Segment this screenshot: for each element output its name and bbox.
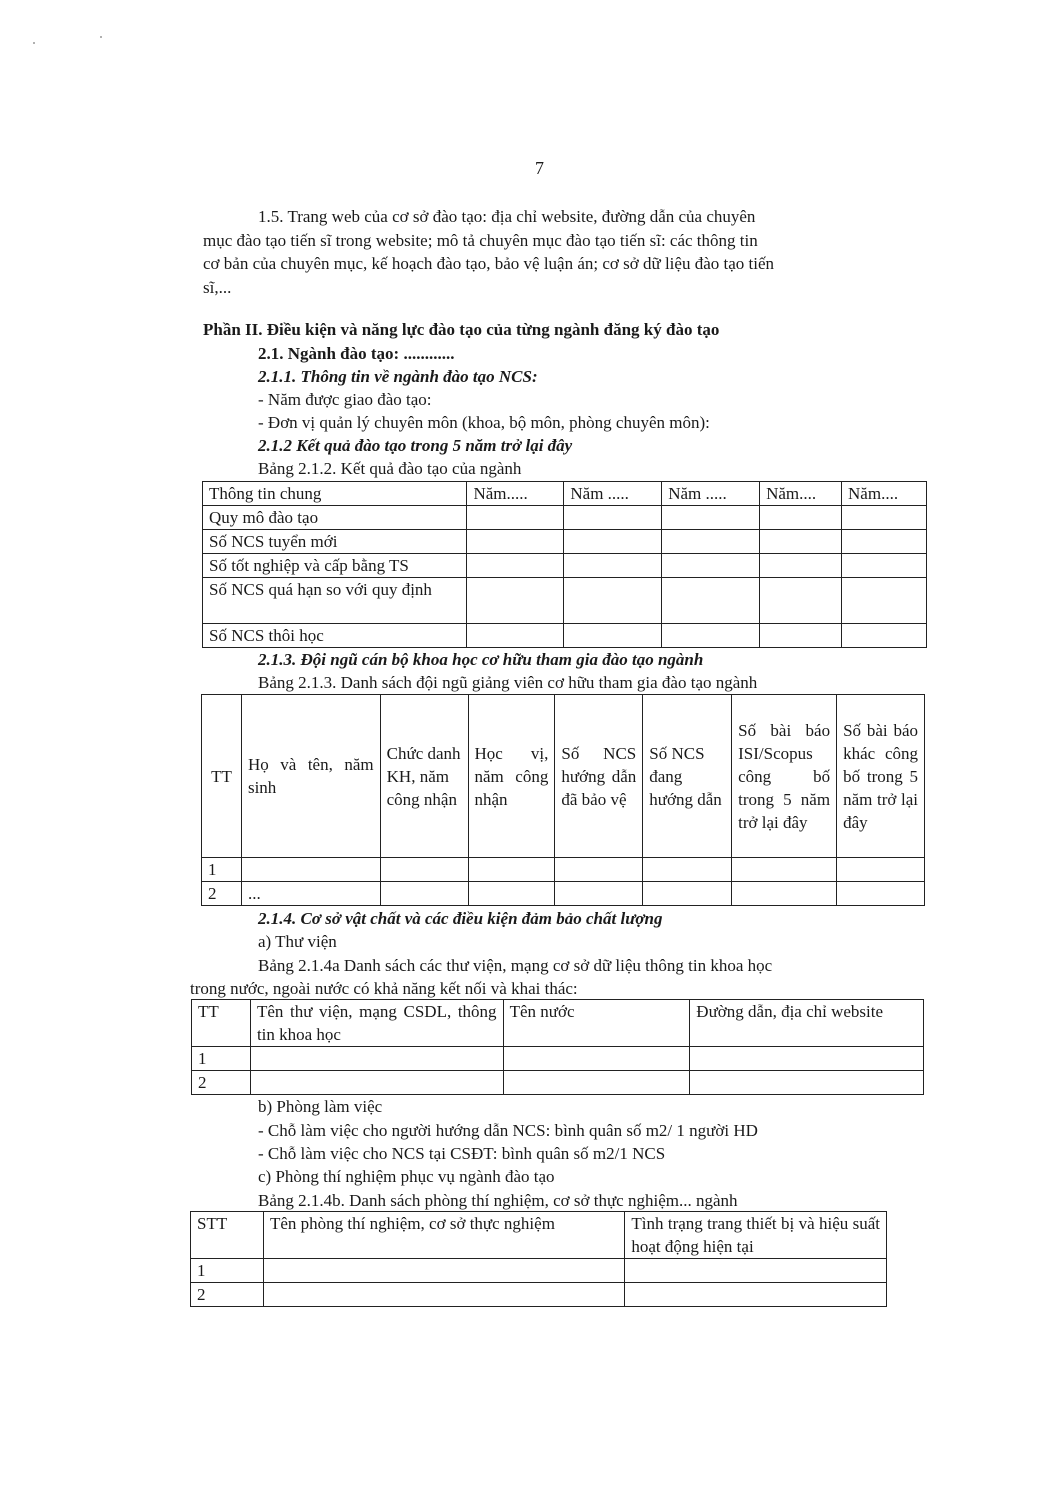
table-2-1-4a-caption: Bảng 2.1.4a Danh sách các thư viện, mạng cơ sở dữ liệu thông tin khoa học <box>258 956 773 975</box>
subsection-labs: c) Phòng thí nghiệm phục vụ ngành đào tạo <box>258 1167 555 1186</box>
column-header: Đường dẫn, địa chỉ website <box>690 1000 924 1047</box>
subsection-workspace: b) Phòng làm việc <box>258 1097 383 1116</box>
column-header: Năm..... <box>467 482 564 506</box>
row-number: 2 <box>192 1071 251 1095</box>
row-name <box>241 858 380 882</box>
paragraph-line: cơ bản của chuyên mục, kế hoạch đào tạo, bảo vệ luận án; cơ sở dữ liệu đào tạo tiến <box>203 254 775 273</box>
column-header: Chức danh KH, năm công nhận <box>380 695 468 858</box>
list-item: - Chỗ làm việc cho người hướng dẫn NCS: bình quân số m2/ 1 người HD <box>258 1121 758 1140</box>
column-header: Số NCS hướng dẫn đã bảo vệ <box>555 695 643 858</box>
column-header: STT <box>191 1212 264 1259</box>
table-2-1-4a <box>191 999 924 1095</box>
table-2-1-2-caption: Bảng 2.1.2. Kết quả đào tạo của ngành <box>258 459 522 478</box>
row-label: Số NCS thôi học <box>203 624 467 648</box>
column-header: Số bài báo ISI/Scopus công bố trong 5 năm trở lại đây <box>732 695 837 858</box>
column-header: Số bài báo khác công bố trong 5 năm trở lại đây <box>837 695 925 858</box>
table-2-1-4a-caption-cont: trong nước, ngoài nước có khả năng kết nối và khai thác: <box>190 979 578 998</box>
table-row <box>203 506 927 530</box>
list-item: - Chỗ làm việc cho NCS tại CSĐT: bình quân số m2/1 NCS <box>258 1144 666 1163</box>
column-header: Năm ..... <box>662 482 760 506</box>
table-2-1-4b <box>190 1211 887 1307</box>
table-row <box>192 1047 924 1071</box>
row-number: 2 <box>191 1283 264 1307</box>
table-2-1-3-caption: Bảng 2.1.3. Danh sách đội ngũ giảng viên cơ hữu tham gia đào tạo ngành <box>258 673 758 692</box>
row-number: 1 <box>202 858 242 882</box>
column-header: Năm.... <box>842 482 927 506</box>
table-row <box>203 624 927 648</box>
row-name: ... <box>241 882 380 906</box>
section-2-1-3-heading: 2.1.3. Đội ngũ cán bộ khoa học cơ hữu tham gia đào tạo ngành <box>258 650 704 669</box>
row-label: Số NCS tuyển mới <box>203 530 467 554</box>
page-number: 7 <box>535 158 544 178</box>
column-header: Tên thư viện, mạng CSDL, thông tin khoa học <box>250 1000 503 1047</box>
table-row <box>202 858 925 882</box>
row-label: Số NCS quá hạn so với quy định <box>203 578 467 624</box>
column-header: Họ và tên, năm sinh <box>241 695 380 858</box>
section-2-1-1-heading: 2.1.1. Thông tin về ngành đào tạo NCS: <box>258 367 538 386</box>
paragraph-line: 1.5. Trang web của cơ sở đào tạo: địa chỉ website, đường dẫn của chuyên <box>258 207 756 226</box>
column-header: Thông tin chung <box>203 482 467 506</box>
column-header: TT <box>192 1000 251 1047</box>
column-header: TT <box>202 695 242 858</box>
scan-speck <box>33 42 35 44</box>
table-row <box>202 882 925 906</box>
section-2-1-heading: 2.1. Ngành đào tạo: ............ <box>258 344 455 363</box>
table-2-1-4b-caption: Bảng 2.1.4b. Danh sách phòng thí nghiệm, cơ sở thực nghiệm... ngành <box>258 1191 738 1210</box>
paragraph-line: sĩ,... <box>203 277 232 297</box>
table-2-1-3 <box>201 694 925 906</box>
section-2-1-2-heading: 2.1.2 Kết quả đào tạo trong 5 năm trở lại đây <box>258 436 573 455</box>
table-2-1-2 <box>202 481 927 648</box>
column-header: Tên phòng thí nghiệm, cơ sở thực nghiệm <box>263 1212 624 1259</box>
section-2-1-4-heading: 2.1.4. Cơ sở vật chất và các điều kiện đảm bảo chất lượng <box>258 909 663 928</box>
row-label: Số tốt nghiệp và cấp bằng TS <box>203 554 467 578</box>
list-item: - Đơn vị quản lý chuyên môn (khoa, bộ môn, phòng chuyên môn): <box>258 413 710 432</box>
table-row <box>203 530 927 554</box>
table-row <box>191 1283 887 1307</box>
column-header: Năm.... <box>760 482 842 506</box>
table-row <box>203 578 927 624</box>
row-label: Quy mô đào tạo <box>203 506 467 530</box>
column-header: Số NCS đang hướng dẫn <box>643 695 732 858</box>
scan-speck <box>100 36 102 38</box>
section-1-5-paragraph <box>203 205 883 299</box>
column-header: Tên nước <box>503 1000 690 1047</box>
row-number: 1 <box>191 1259 264 1283</box>
table-row <box>191 1259 887 1283</box>
paragraph-line: mục đào tạo tiến sĩ trong website; mô tả chuyên mục đào tạo tiến sĩ: các thông tin <box>203 230 758 250</box>
table-row <box>203 554 927 578</box>
part-2-title: Phần II. Điều kiện và năng lực đào tạo của từng ngành đăng ký đào tạo <box>203 320 720 339</box>
column-header: Tình trạng trang thiết bị và hiệu suất hoạt động hiện tại <box>625 1212 887 1259</box>
subsection-library: a) Thư viện <box>258 932 337 951</box>
column-header: Học vị, năm công nhận <box>468 695 555 858</box>
table-row <box>192 1071 924 1095</box>
list-item: - Năm được giao đào tạo: <box>258 390 432 409</box>
row-number: 1 <box>192 1047 251 1071</box>
row-number: 2 <box>202 882 242 906</box>
column-header: Năm ..... <box>564 482 662 506</box>
